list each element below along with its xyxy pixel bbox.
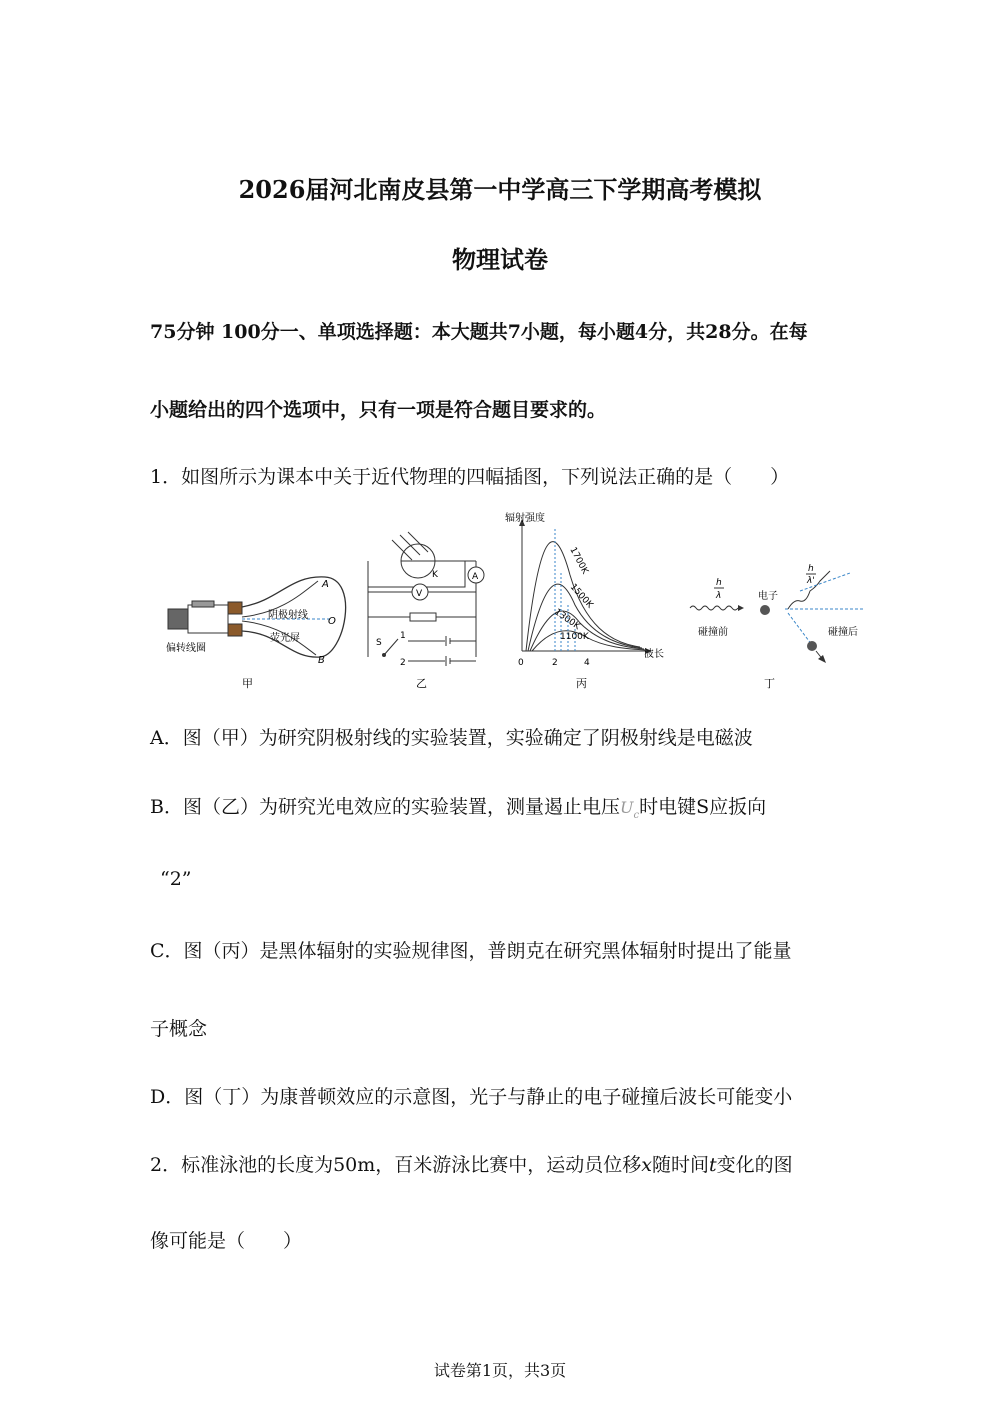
- stopping-voltage-symbol: U: [619, 798, 634, 817]
- label-before-collision: 碰撞前: [698, 627, 728, 638]
- label-A: A: [322, 579, 329, 590]
- label-cathode-ray: 阴极射线: [268, 610, 308, 621]
- q2-stem-line2: 像可能是（ ）: [150, 1230, 303, 1252]
- exam-subject: 物理试卷: [452, 245, 548, 274]
- label-h-after: h: [808, 564, 814, 574]
- var-t: t: [709, 1154, 717, 1176]
- label-after-collision: 碰撞后: [828, 627, 858, 638]
- q1-option-c-line2: 子概念: [150, 1018, 208, 1040]
- q1-stem: 1．如图所示为课本中关于近代物理的四幅插图，下列说法正确的是（ ）: [150, 466, 790, 488]
- caption-jia: 甲: [242, 677, 253, 690]
- stopping-voltage-subscript: c: [633, 809, 640, 821]
- label-K: K: [432, 570, 438, 580]
- curve-1500K: 1500K: [567, 582, 595, 611]
- label-ammeter: A: [472, 572, 479, 582]
- figure-bing: [505, 511, 664, 690]
- label-electron: 电子: [758, 591, 778, 602]
- label-h-before: h: [716, 578, 722, 588]
- label-B: B: [318, 655, 325, 666]
- exam-title: 2026届河北南皮县第一中学高三下学期高考模拟: [238, 175, 762, 204]
- q2-stem-part1: 2．标准泳池的长度为50m，百米游泳比赛中，运动员位移: [150, 1154, 642, 1176]
- var-x: x: [641, 1154, 653, 1176]
- q1-option-a: A．图（甲）为研究阴极射线的实验装置，实验确定了阴极射线是电磁波: [150, 727, 753, 749]
- curve-1300K: 1300K: [552, 607, 582, 632]
- label-contact-1: 1: [400, 631, 406, 641]
- q1-figures: [160, 505, 880, 700]
- label-lambda-after: λ': [807, 576, 815, 586]
- q2-stem-part2: 随时间: [652, 1154, 710, 1176]
- page-footer: 试卷第1页，共3页: [433, 1361, 567, 1380]
- label-deflection-coil: 偏转线圈: [166, 643, 206, 654]
- q1-option-d: D．图（丁）为康普顿效应的示意图，光子与静止的电子碰撞后波长可能变小: [150, 1086, 793, 1108]
- tick-0: 0: [518, 658, 524, 668]
- q2-stem-part3: 变化的图: [716, 1154, 793, 1176]
- curve-1700K: 1700K: [567, 545, 590, 576]
- caption-yi: 乙: [416, 677, 427, 690]
- q1-option-b-text: B．图（乙）为研究光电效应的实验装置，测量遏止电压: [150, 796, 620, 818]
- q1-option-b: [150, 792, 766, 821]
- q1-option-b-line2: “2”: [160, 868, 192, 890]
- curve-1100K: 1100K: [560, 632, 589, 642]
- caption-ding: 丁: [764, 677, 775, 690]
- q2-stem-line1: [150, 1150, 793, 1177]
- tick-4: 4: [584, 658, 590, 668]
- figure-yi: [368, 532, 484, 690]
- figure-jia: [166, 577, 346, 690]
- label-voltmeter: V: [416, 589, 423, 599]
- label-O: O: [328, 616, 336, 627]
- tick-2: 2: [552, 658, 558, 668]
- y-axis-label: 辐射强度: [505, 513, 545, 524]
- figure-ding: [690, 564, 865, 690]
- section-intro-line1: 75分钟 100分一、单项选择题：本大题共7小题，每小题4分，共28分。在每: [150, 321, 808, 343]
- label-lambda-before: λ: [716, 591, 722, 601]
- label-contact-2: 2: [400, 658, 406, 668]
- label-fluorescent-screen: 荧光屏: [270, 633, 300, 644]
- section-intro-line2: 小题给出的四个选项中，只有一项是符合题目要求的。: [150, 399, 607, 421]
- x-axis-label: 波长: [644, 649, 664, 660]
- q1-option-c-line1: C．图（丙）是黑体辐射的实验规律图，普朗克在研究黑体辐射时提出了能量: [150, 940, 792, 962]
- q1-option-b-text-end: 时电键S应扳向: [639, 796, 767, 818]
- label-switch-S: S: [376, 638, 382, 648]
- caption-bing: 丙: [576, 677, 587, 690]
